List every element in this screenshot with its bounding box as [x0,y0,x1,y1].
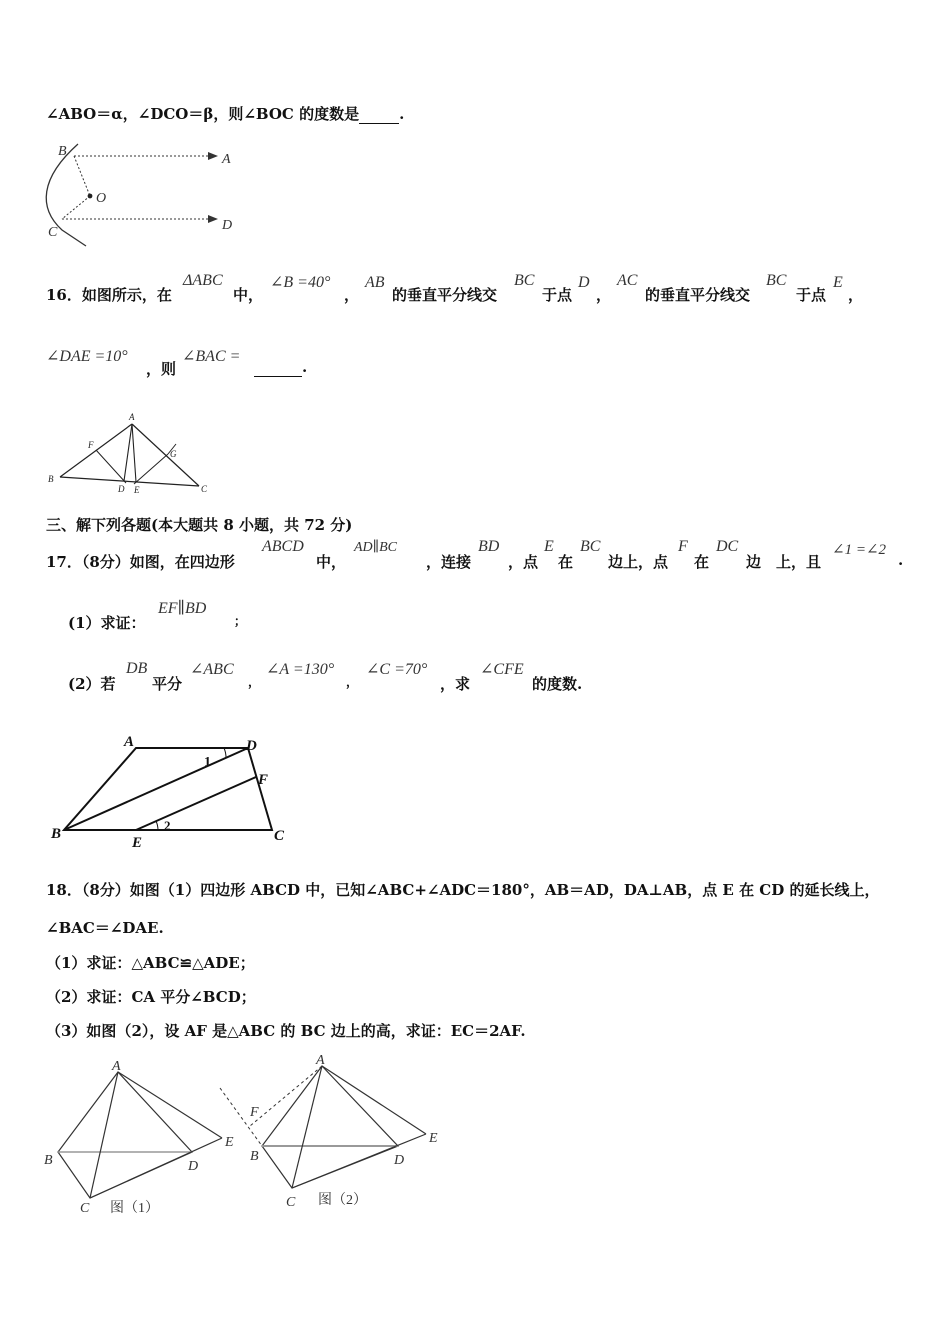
q17-t4: ，点 [508,553,539,571]
q18-fig2-label-A: A [316,1053,325,1068]
q16-m1: ΔABC [183,272,223,289]
q16-label-G: G [170,449,177,459]
q17-p2-m1: DB [126,660,148,677]
q17-label-B: B [51,826,62,842]
q17-p2-m3: ∠A =130° [266,661,335,678]
q16-m7: BC [766,272,787,289]
q16-m6: AC [617,272,638,289]
q17-angle-2-arc [156,821,158,830]
q18-line2: ∠BAC＝∠DAE. [46,919,164,937]
q17-p2-t2: ，求 [440,675,471,693]
q17-m6: F [678,538,688,555]
q17-m1: ABCD [262,538,304,555]
q17-t8: 边 上，且 [746,553,822,571]
q16-figure [44,408,219,498]
q17-label-F: F [258,772,269,788]
q16-label-B: B [48,474,54,484]
q18-part3: （3）如图（2），设 AF 是△ABC 的 BC 边上的高，求证：EC＝2AF. [46,1022,526,1040]
q17-label-E: E [132,835,143,851]
q16-m3: AB [365,274,385,291]
q18-fig2-segment-AC [292,1066,322,1188]
q15-segment-OC [62,196,90,219]
q16-perp-bisector-AC [134,454,168,484]
q16-m10: ∠BAC = [182,348,241,365]
q17-p2-m5: ∠CFE [480,661,524,678]
q16-m8: E [833,274,843,291]
q18-fig1-segment-CE [90,1138,222,1198]
q15-text [46,103,404,124]
q16-label-A: A [129,412,135,422]
q17-t5: 在 [558,553,574,571]
q15-answer-blank [359,105,399,124]
q16-t2: 中， [233,286,264,304]
q16-t1: 16．如图所示，在 [46,286,172,304]
q18-fig2-altitude-AF [250,1066,322,1126]
q17-p2-t3: 的度数. [532,675,583,693]
q18-fig1-label-C: C [80,1201,90,1216]
q17-figure [48,732,298,852]
q18-fig1-label-B: B [44,1153,53,1168]
q17-p2-m4: ∠C =70° [366,661,428,678]
q18-part2: （2）求证：CA 平分∠BCD； [46,988,256,1006]
q18-fig1-quadrilateral [58,1072,192,1198]
q17-m5: BC [580,538,601,555]
q15-label-O: O [96,191,107,206]
q17-label-1: 1 [204,755,211,770]
q16-label-C: C [201,484,208,494]
q17-p1-math: EF∥BD [158,600,207,617]
q16-m2: ∠B =40° [270,274,331,291]
q16-m9: ∠DAE =10° [46,348,128,365]
q16-t3: ， [344,286,360,304]
q18-figure-2 [214,1050,454,1215]
q18-fig1-label-A: A [112,1059,121,1074]
q18-fig2-label-E: E [429,1131,438,1146]
q16-t7: 的垂直平分线交 [645,286,751,304]
q18-part1: （1）求证：△ABC≌△ADE； [46,954,255,972]
q17-m2: AD∥BC [354,540,398,555]
q17-t6: 边上，点 [608,553,669,571]
q18-fig1-caption: 图（1） [110,1201,159,1216]
q16-end: . [302,358,308,376]
q16-perp-bisector-AB [96,450,126,483]
q18-fig2-label-C: C [286,1195,296,1210]
q18-fig2-segment-CE [292,1134,426,1188]
q17-m3: BD [478,538,500,555]
q17-end: . [898,551,904,569]
q18-fig1-label-E: E [225,1135,234,1150]
q17-t2: 中， [316,553,347,571]
q15-line: ∠ABO＝α，∠DCO＝β，则∠BOC 的度数是 [46,105,360,123]
q15-figure [40,138,240,250]
q18-fig2-segment-AE [322,1066,426,1134]
q17-p1-end: ； [234,614,247,628]
q16-side-BC [60,477,199,486]
q17-segment-EF [136,777,256,830]
q17-m4: E [544,538,554,555]
q16-t9: ， [848,286,864,304]
q18-fig2-label-F: F [250,1105,259,1120]
q17-p2-t1: 平分 [152,675,183,693]
q17-p2-label: (2）若 [68,675,116,693]
q16-label-E: E [134,485,140,495]
q16-t4: 的垂直平分线交 [392,286,498,304]
q17-diagonal-BD [64,748,248,830]
q17-label-A: A [124,734,135,750]
q16-t5: 于点 [542,286,573,304]
q17-p2-sep2: ， [346,675,359,689]
q17-m8: ∠1 =∠2 [832,542,887,558]
q16-segment-AD [124,424,132,481]
q16-m5: D [578,274,590,291]
q18-line1: 18．（8分）如图（1）四边形 ABCD 中，已知∠ABC+∠ADC＝180°，AB＝AD，DA⊥AB，点 E 在 CD 的延长线上， [46,881,880,899]
q15-label-A: A [222,152,231,167]
q18-fig2-caption: 图（2） [318,1193,367,1208]
q17-label-2: 2 [164,818,171,833]
q16-t6: ， [596,286,612,304]
q17-angle-1-arc [224,748,226,758]
q16-t8: 于点 [796,286,827,304]
q15-point-O [88,194,93,199]
q17-p2-m2: ∠ABC [190,661,234,678]
q18-fig2-quadrilateral [262,1066,398,1188]
q17-p2-sep1: ， [248,675,261,689]
q15-label-B: B [58,144,67,159]
q17-label-C: C [274,828,285,844]
q17-p1-label: (1）求证： [68,614,146,632]
q16-t10: ，则 [146,360,177,378]
q16-answer [254,358,307,377]
q18-figure-1 [40,1058,240,1218]
q16-label-F: F [88,440,94,450]
section-3-heading: 三、解下列各题(本大题共 8 小题，共 72 分) [46,516,353,534]
q18-fig1-label-D: D [188,1159,199,1174]
q17-t1: 17．（8分）如图，在四边形 [46,553,235,571]
q15-segment-BO [74,156,90,196]
q15-arrow-D [208,215,218,223]
q15-label-C: C [48,225,58,240]
q17-label-D: D [246,738,257,754]
q16-label-D: D [118,484,125,494]
q16-m4: BC [514,272,535,289]
q16-answer-blank [254,358,302,377]
q18-fig2-label-B: B [250,1149,259,1164]
q17-t7: 在 [694,553,710,571]
q17-t3: ，连接 [426,553,472,571]
q15-arrow-A [208,152,218,160]
q18-fig2-label-D: D [394,1153,405,1168]
q17-m7: DC [716,538,739,555]
q15-end: . [399,105,405,123]
q15-label-D: D [222,218,233,233]
q16-segment-AE [132,424,136,482]
